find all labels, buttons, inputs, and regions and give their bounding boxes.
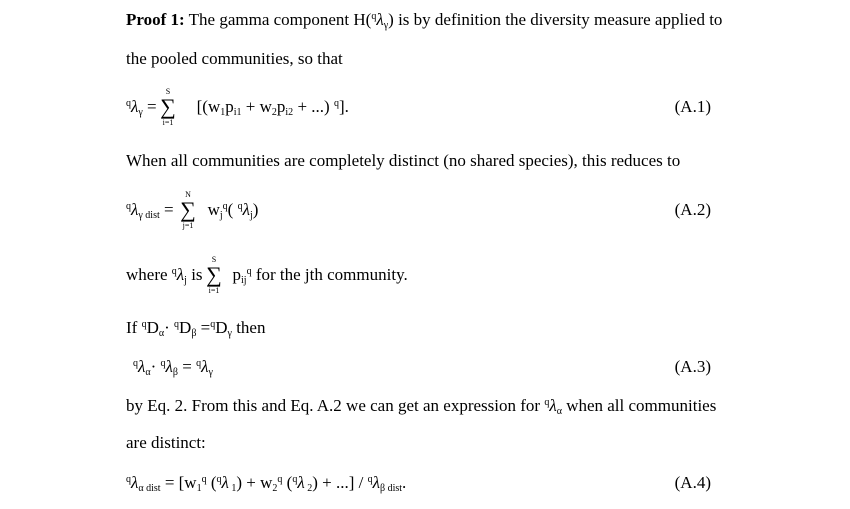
proof-line-4: where $^q\lambda_j$ is $p_{ij}^q$ for the jth community.: [126, 265, 408, 286]
proof-line-6: by Eq. 2. From this and Eq. A.2 we can get an expression for $^q\lambda_\alpha$ when all communities: [126, 396, 717, 417]
proof-line-1: Proof 1: The gamma component $H(^q\lambda_\gamma)$ is by definition the diversity measure applied to: [126, 10, 723, 31]
equation-a4: $^q\lambda_{\alpha dist} = [w_1^q$ ($^q$λ $_1) + w_2^q$ ($^q$λ $_2$) + ...] / $^q\lambda_{\beta dist}$.: [126, 473, 407, 494]
equation-number-a1: (A.1): [674, 97, 711, 116]
sigma-symbol: ∑: [160, 94, 176, 119]
sigma-symbol: ∑: [206, 262, 222, 287]
proof-line-3: When all communities are completely distinct (no shared species), this reduces to: [126, 151, 681, 170]
equation-a3: $^q\lambda_\alpha\cdot ^q\lambda_\beta = ^q\lambda_\gamma$: [133, 357, 213, 378]
equation-number-a3: (A.3): [674, 357, 711, 376]
proof-label: Proof 1:: [126, 10, 185, 29]
equation-a1: $^q\lambda_\gamma = [(w_1p_{i1} + w_2p_{i2}$ + ...) $^q$].: [126, 97, 349, 118]
proof-line-2: the pooled communities, so that: [126, 49, 343, 68]
sigma-symbol: ∑: [180, 197, 196, 222]
equation-number-a2: (A.2): [674, 200, 711, 219]
proof-line-5: If $^qD_\alpha\cdot ^qD_\beta =^qD_\gamma$ then: [126, 318, 266, 339]
summation-line4: S ∑ i=1: [201, 255, 227, 295]
equation-number-a4: (A.4): [674, 473, 711, 492]
summation-a2: N ∑ j=1: [175, 190, 201, 230]
proof-line-7: are distinct:: [126, 433, 206, 452]
equation-a2: $^q\lambda_{\gamma dist} = w_j^q$( $^q\lambda_j$): [126, 200, 259, 221]
summation-a1: S ∑ i=1: [155, 87, 181, 127]
